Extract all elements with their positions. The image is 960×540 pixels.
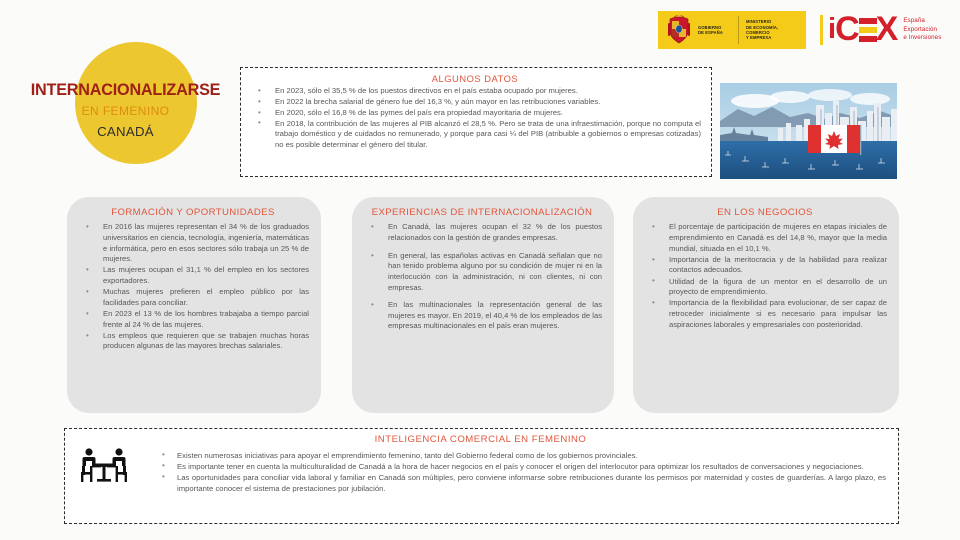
list-item: • Importancia de la meritocracia y de la habilidad para realizar contactos adecuados. [643, 255, 887, 276]
page-title [8, 82, 243, 138]
vancouver-skyline-photo [720, 83, 897, 179]
card-experiencias-de-internacionalizacion [352, 197, 614, 413]
icex-e-stripes-icon [859, 18, 877, 42]
icex-wordmark-icon: i C X [828, 10, 898, 49]
title-line-main: INTERNACIONALIZARSE [30, 81, 221, 99]
list-item: • Las mujeres ocupan el 31,1 % del empleo en los sectores exportadores. [77, 265, 309, 286]
gobierno-de-espana-logo [658, 11, 806, 49]
card1-title: FORMACIÓN Y OPORTUNIDADES [111, 207, 275, 218]
institutional-logo-band [658, 11, 941, 49]
icex-yellow-bar-icon [820, 15, 823, 45]
list-item: • Importancia de la flexibilidad para evolucionar, de ser capaz de retroceder inicialmente si es necesario para impulsar las aspiraciones laborales y empresariales con posterioridad. [643, 298, 887, 330]
card2-list [362, 222, 602, 332]
spanish-coat-of-arms-icon [666, 15, 692, 45]
card-formacion-y-oportunidades [67, 197, 321, 413]
list-item: • En 2016 las mujeres representan el 34 % de los graduados universitarios en ciencia, tecnología, ingeniería, matemáticas e informática, pero en esos sectores sólo trabaja un 25 % de mujeres. [77, 222, 309, 265]
list-item: • En 2022 la brecha salarial de género fue del 16,3 %, y aún mayor en las retribuciones variables. [249, 97, 701, 108]
list-item: • Existen numerosas iniciativas para apoyar el emprendimiento femenino, tanto del Gobierno federal como de los gobiernos provinciales. [153, 450, 886, 461]
title-line-subtitle: EN FEMENINO [81, 104, 170, 118]
card3-title: EN LOS NEGOCIOS [717, 207, 813, 218]
list-item: • Utilidad de la figura de un mentor en el desarrollo de un proyecto de emprendimiento. [643, 277, 887, 298]
card-en-los-negocios [633, 197, 899, 413]
list-item: • Las oportunidades para conciliar vida laboral y familiar en Canadá son múltiples, pero conviene informarse sobre retribuciones durante los permisos por maternidad y costes de guarderías. A largo plazo, es importante conocer el sistema de prestaciones por jubilación. [153, 472, 886, 494]
list-item: • En 2020, sólo el 16,8 % de las pymes del país era propiedad mayoritaria de mujeres. [249, 108, 701, 119]
card2-title: EXPERIENCIAS DE INTERNACIONALIZACIÓN [371, 207, 593, 218]
ministerio-label: MINISTERIO DE ECONOMÍA, COMERCIO Y EMPRESA [746, 19, 779, 41]
inteligencia-comercial-list [153, 450, 886, 495]
card3-list [643, 222, 887, 330]
card1-list [77, 222, 309, 352]
logo-divider [738, 16, 739, 44]
list-item: • En 2023 el 13 % de los hombres trabajaba a tiempo parcial frente al 24 % de las mujeres. [77, 309, 309, 330]
icex-tagline: España Exportación e Inversiones [903, 16, 942, 42]
list-item: • El porcentaje de participación de mujeres en etapas iniciales de emprendimiento en Canadá es del 14,8 %, mayor que la media mundial, situada en el 10,1 %. [643, 222, 887, 254]
list-item: • En 2018, la contribución de las mujeres al PIB alcanzó el 28,5 %. Pero se trata de una infraestimación, porque no computa el trabajo doméstico y de cuidados no remunerado, y porque para casi ¼ del PIB (atribuible a gobiernos o empresas cotizadas) no es posible determinar el género del titular. [249, 119, 701, 152]
inteligencia-comercial-title: INTELIGENCIA COMERCIAL EN FEMENINO [374, 434, 587, 445]
title-line-country: CANADÁ [97, 123, 154, 139]
canada-flag-icon [808, 125, 861, 155]
list-item: • Los empleos que requieren que se trabajen muchas horas producen algunas de las mayores brechas salariales. [77, 331, 309, 352]
list-item: • Muchas mujeres prefieren el empleo público por las facilidades para conciliar. [77, 287, 309, 308]
algunos-datos-list [249, 86, 701, 151]
icex-logo [820, 11, 941, 49]
list-item: • Es importante tener en cuenta la multiculturalidad de Canadá a la hora de hacer negocios en el país y conocer el origen del interlocutor para optimizar los resultados de conversaciones y negociaciones. [153, 461, 886, 472]
list-item: • En Canadá, las mujeres ocupan el 32 % de los puestos relacionados con la gestión de grandes empresas. [362, 222, 602, 243]
inteligencia-comercial-box [64, 428, 899, 524]
gobierno-label: GOBIERNO DE ESPAÑA [698, 24, 723, 35]
list-item: • En general, las españolas activas en Canadá señalan que no han tenido problema alguno por su condición de mujer ni en la interlocución con la administración, ni con clientes, ni con empresas. [362, 251, 602, 294]
algunos-datos-box [240, 67, 712, 177]
algunos-datos-title: ALGUNOS DATOS [431, 73, 519, 84]
list-item: • En 2023, sólo el 35,5 % de los puestos directivos en el país estaba ocupado por mujeres. [249, 86, 701, 97]
list-item: • En las multinacionales la representación general de las mujeres es mayor. En 2019, el 40,4 % de los empleados de las empresas multinacionales en el país eran mujeres. [362, 300, 602, 332]
business-meeting-icon [77, 445, 131, 487]
